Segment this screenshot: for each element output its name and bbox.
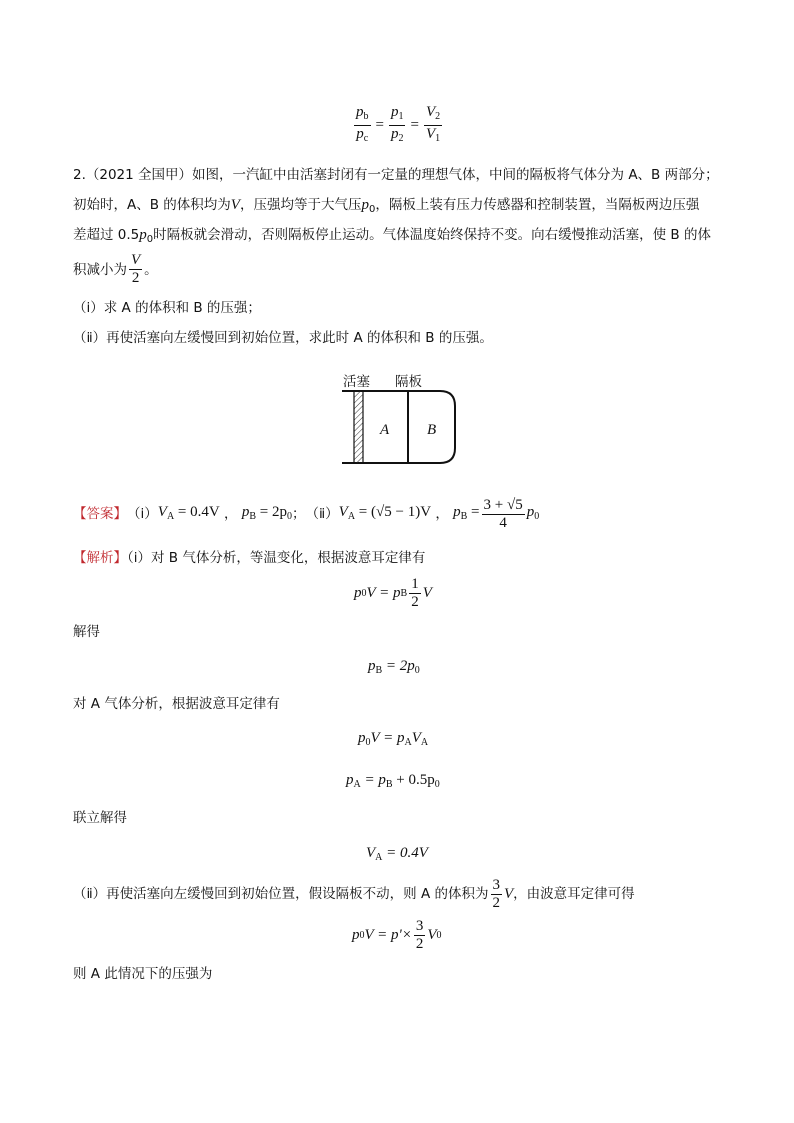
equation-4: $p_A = p_B + 0.5p_0$: [346, 772, 440, 790]
problem-line-3: 差超过 $0.5p_0$时隔板就会滑动，否则隔板停止运动。气体温度始终保持不变。向右缓慢推动活塞，使 B 的体: [73, 227, 711, 245]
part2-line: （ⅱ）再使活塞向左缓慢回到初始位置，假设隔板不动，则 A 的体积为 $\frac{3}{2}$ V ，由波意耳定律可得: [73, 876, 635, 911]
label-piston: 活塞: [343, 374, 370, 390]
answer-line: 【答案】 （i） $V_A = 0.4V$ ， $p_B = 2p_0$ ； （ⅱ） $V_A = (√5 - 1)V$ ， $p_B$ = $\frac{3 + √5}{4}$ $p_0$: [73, 496, 540, 531]
equation-1: p 0 V = p B $\frac{1}{2}$ V: [354, 576, 432, 610]
label-partition: 隔板: [395, 374, 422, 390]
analysis-tag: 【解析】: [73, 550, 127, 566]
solve-label-2: 联立解得: [73, 810, 127, 826]
last-line: 则 A 此情况下的压强为: [73, 966, 213, 982]
question-1: （i）求 A 的体积和 B 的压强；: [73, 300, 261, 316]
equation-6: p 0 V = p'× $\frac{3}{2}$ V 0: [352, 918, 442, 952]
equation-2: $p_B = 2p_0$: [368, 658, 420, 676]
label-A: A: [380, 422, 390, 438]
analysis-intro: 【解析】（i）对 B 气体分析，等温变化，根据波意耳定律有: [73, 550, 426, 566]
problem-line-1: 2.（2021 全国甲）如图，一汽缸中由活塞封闭有一定量的理想气体，中间的隔板将气体分为 A、B 两部分；: [73, 167, 719, 183]
equation-5: $V_A = 0.4V$: [366, 845, 428, 863]
cylinder-diagram: [335, 388, 465, 468]
cylinder-figure: [335, 370, 465, 470]
problem-line-2: 初始时，A、B 的体积均为V，压强均等于大气压$p_0$，隔板上装有压力传感器和控制装置，当隔板两边压强: [73, 197, 700, 215]
top-equation: $\frac{p_b}{p_c}$ = $\frac{p_1}{p_2}$ = $\frac{V_2}{V_1}$: [356, 104, 441, 144]
solve-label-1: 解得: [73, 624, 100, 640]
label-B: B: [427, 422, 437, 438]
problem-line-4: 积减小为 $\frac{V}{2}$ 。: [73, 252, 158, 286]
piston: [354, 391, 363, 463]
question-2: （ⅱ）再使活塞向左缓慢回到初始位置，求此时 A 的体积和 B 的压强。: [73, 330, 493, 346]
answer-tag: 【答案】: [73, 506, 127, 522]
a-intro: 对 A 气体分析，根据波意耳定律有: [73, 696, 280, 712]
equation-3: $p_0V = p_AV_A$: [358, 730, 429, 748]
